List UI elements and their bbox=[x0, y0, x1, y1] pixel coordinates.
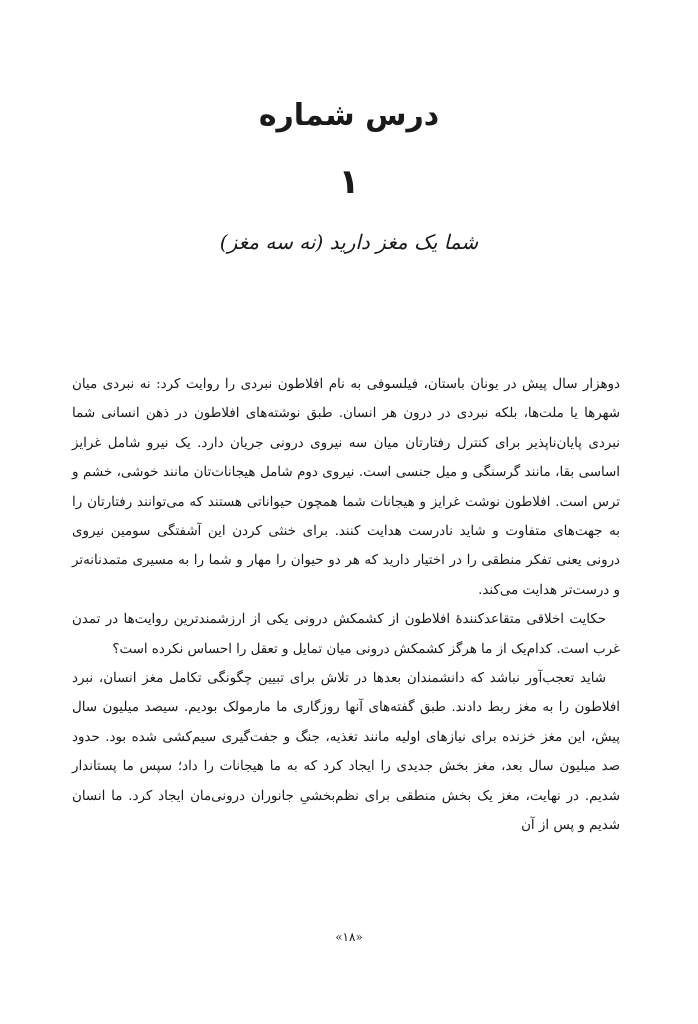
page-number: «۱۸» bbox=[335, 930, 363, 944]
paragraph: شاید تعجب‌آور نباشد که دانشمندان بعدها در تلاش برای تبیین چگونگی تکامل مغز انسان، نبرد افلاطون را به مغز ربط دادند. طبق گفته‌های آنها روزگاری ما مارمولک بودیم. سیصد میلیون سال پیش، این مغز خزنده برای نیازهای اولیه مانند تغذیه، جنگ و جفت‌گیری سیم‌کشی شده بود. حدود صد میلیون سال بعد، مغز بخش جدیدی را ایجاد کرد که به ما هیجانات را داد؛ سپس ما پستاندار شدیم. در نهایت، مغز یک بخش منطقی برای نظم‌بخشیِ جانوران درونی‌مان ایجاد کرد. ما انسان شدیم و پس از آن bbox=[72, 671, 620, 834]
lesson-title: درس شماره bbox=[258, 98, 440, 133]
body-text bbox=[72, 370, 620, 841]
paragraph: حکایت اخلاقی متقاعدکنندهٔ افلاطون از کشمکش درونی یکی از ارزشمندترین روایت‌ها در تمدن غرب است. کدام‌یک از ما هرگز کشمکش درونی میان تمایل و تعقل را احساس نکرده است؟ bbox=[72, 612, 620, 657]
lesson-subtitle: شما یک مغز دارید (نه سه مغز) bbox=[219, 230, 479, 254]
paragraph: دوهزار سال پیش در یونان باستان، فیلسوفی به نام افلاطون نبردی را روایت کرد: نه نبردی میان شهرها یا ملت‌ها، بلکه نبردی در درون هر انسان. طبق نوشته‌های افلاطون در ذهن انسانی شما نبردی پایان‌ناپذیر برای کنترل رفتارتان میان سه نیروی درونی جریان دارد. یک نیرو شامل غرایز اساسی بقا، مانند گرسنگی و میل جنسی است. نیروی دوم شامل هیجانات‌تان مانند خوشی، خشم و ترس است. افلاطون نوشت غرایز و هیجانات شما همچون حیواناتی هستند که می‌توانند رفتارتان را به جهت‌های متفاوت و شاید نادرست هدایت کنند. برای خنثی کردن این آشفتگی سومین نیروی درونی یعنی تفکر منطقی را در اختیار دارید که هر دو حیوان را مهار و شما را به مسیری متمدنانه‌تر و درست‌تر هدایت می‌کند. bbox=[72, 377, 620, 598]
lesson-number: ۱ bbox=[338, 162, 360, 202]
